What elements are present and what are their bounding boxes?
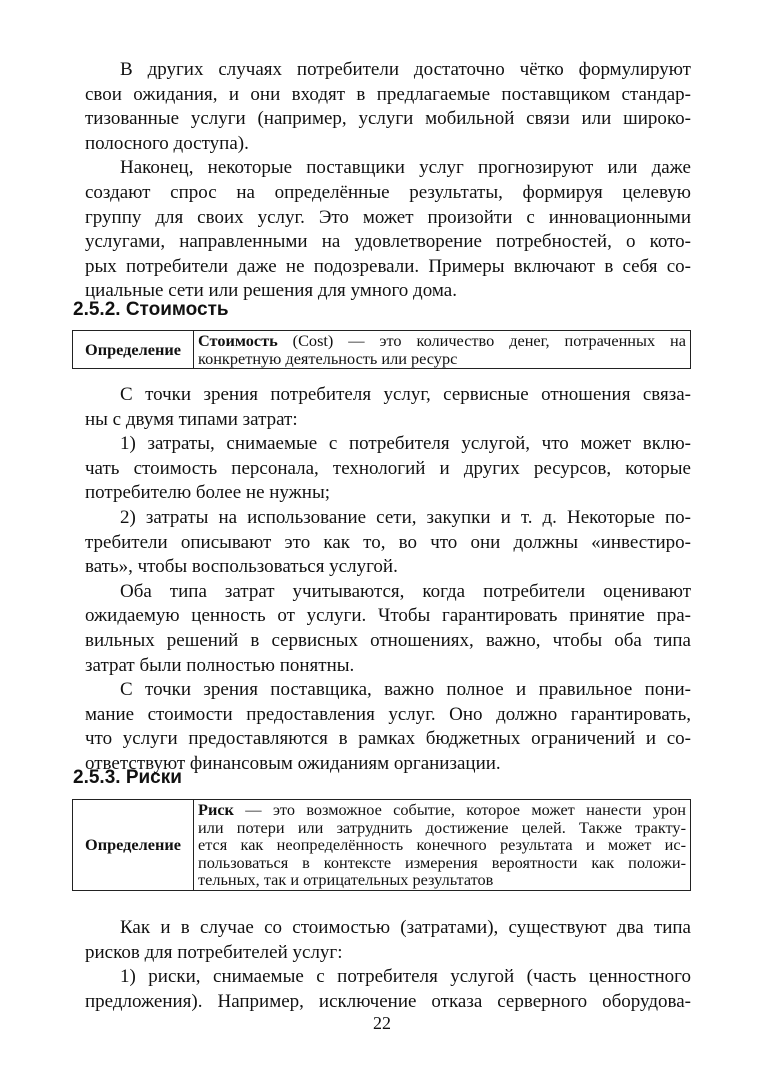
text-line: свои ожидания, и они входят в предлагаемые поставщиком стандар- [85,83,691,105]
definition-line: (Cost) — это количество денег, потраченных на [277,331,686,350]
text-line: 2) затраты на использование сети, закупки и т. д. Некоторые по- [120,506,691,528]
text-line: вать», чтобы воспользоваться услугой. [85,556,398,578]
text-line: тизованные услуги (например, услуги мобильной связи или широко- [85,108,691,130]
text-line: С точки зрения поставщика, важно полное и правильное пони- [120,679,691,701]
text-line: затрат были полностью понятны. [85,654,355,676]
definition-table-risk [72,799,691,891]
body-text-section-c [85,916,691,1014]
definition-text [194,800,691,891]
definition-label: Определение [73,800,194,891]
text-line: вильных решений в сервисных отношениях, важно, чтобы оба типа [85,629,691,651]
text-line: Оба типа затрат учитываются, когда потребители оценивают [120,580,691,602]
text-line: ны с двумя типами затрат: [85,408,298,430]
text-line: мание стоимости предоставления услуг. Оно должно гарантировать, [85,703,691,725]
page-number: 22 [373,1013,391,1033]
text-line: услугами, направленными на удовлетворение потребностей, о кото- [85,231,691,253]
text-line: требители описывают это как то, во что они должны «инвестиро- [85,531,691,553]
text-line: предложения). Например, исключение отказа серверного оборудова- [85,990,691,1012]
paragraph [85,916,691,965]
text-line: С точки зрения потребителя услуг, сервисные отношения связа- [120,384,691,405]
definition-line: конкретную деятельность или ресурс [198,348,458,368]
text-line: циальные сети или решения для умного дома. [85,280,457,302]
text-line: что услуги предоставляются в рамках бюджетных ограничений и со- [85,728,691,750]
definition-line: пользоваться в контексте измерения вероятности как положи- [198,852,686,872]
paragraph [85,58,691,156]
paragraph [85,580,691,678]
text-line: 1) затраты, снимаемые с потребителя услугой, что может вклю- [120,433,691,455]
paragraph [85,678,691,776]
definition-term: Риск [198,800,234,819]
text-line: чать стоимость персонала, технологий и других ресурсов, которые [85,457,691,479]
definition-line: тельных, так и отрицательных результатов [198,870,494,890]
text-line: Как и в случае со стоимостью (затратами), существуют два типа [120,917,691,938]
paragraph [85,965,691,1014]
text-line: ожидаемую ценность от услуги. Чтобы гарантировать принятие пра- [85,605,691,627]
section-heading-cost: 2.5.2. Стоимость [73,299,229,320]
text-line: 1) риски, снимаемые с потребителя услугой (часть ценностного [120,966,691,988]
text-line: рисков для потребителей услуг: [85,941,343,963]
text-line: рых потребители даже не подозревали. Примеры включают в себя со- [85,255,691,277]
text-line: группу для своих услуг. Это может произойти с инновационными [85,206,691,228]
definition-table-cost [72,330,691,369]
text-line: создают спрос на определённые результаты, формируя целевую [85,181,691,203]
text-line: Наконец, некоторые поставщики услуг прогнозируют или даже [120,157,691,179]
paragraph [85,156,691,304]
paragraph [85,506,691,580]
section-heading-risks: 2.5.3. Риски [73,767,182,788]
definition-line: или потери или затруднить достижение целей. Также тракту- [198,817,686,837]
text-line: полосного доступа). [85,132,249,154]
body-text-section-b [85,383,691,777]
text-line: ответствуют финансовым ожиданиям организации. [85,752,501,774]
definition-line: ется как неопределённость конечного результата и может ис- [198,835,686,855]
paragraph [85,383,691,432]
definition-term: Стоимость [198,331,278,350]
text-line: В других случаях потребители достаточно чётко формулируют [120,59,691,80]
paragraph [85,432,691,506]
definition-label: Определение [73,331,194,369]
definition-line: — это возможное событие, которое может нанести урон [233,800,686,819]
body-text-section-a [85,58,691,304]
text-line: потребителю более не нужны; [85,482,331,504]
definition-text [194,331,691,369]
